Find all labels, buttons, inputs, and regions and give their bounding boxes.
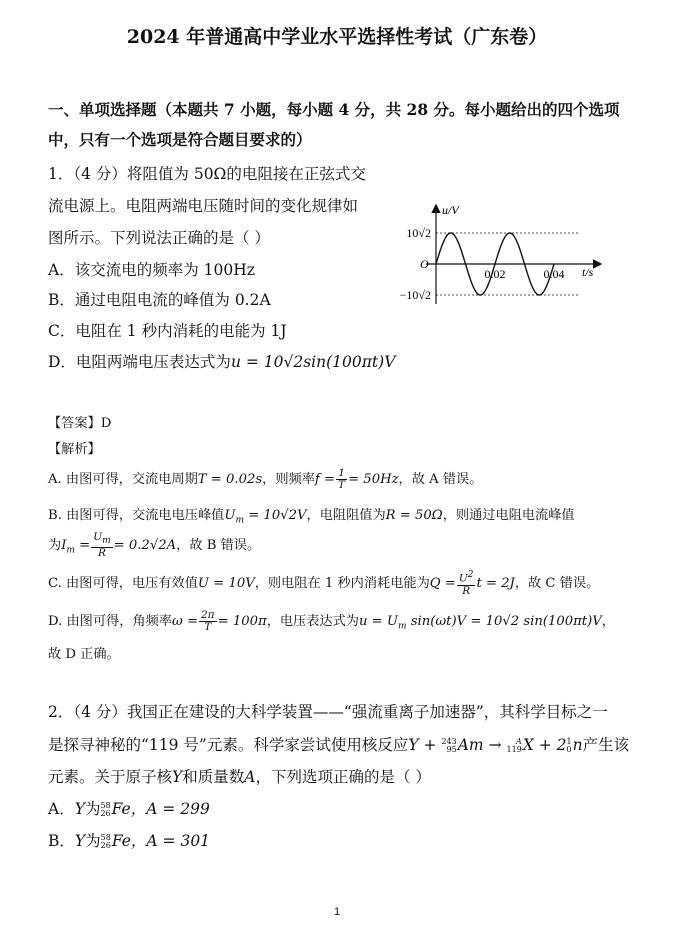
analysis-c-math2: Q = [429, 575, 456, 591]
analysis-b2-fraction [91, 532, 112, 559]
x-tick-label-1: 0.02 [484, 267, 506, 281]
q2-option-b [48, 829, 210, 851]
nuclide-n-symbol: n [572, 736, 583, 754]
nuclide-x-index [506, 738, 521, 754]
analysis-a-math3: = 50Hz [348, 472, 399, 487]
q2-line3-a: A [244, 768, 256, 786]
analysis-d-math1r: = 100π [217, 614, 267, 629]
nuclide-fe-index [101, 834, 111, 850]
y-axis-label: u/V [442, 203, 459, 217]
fraction-denominator: T [204, 621, 212, 633]
q2-stem-line2 [48, 733, 629, 755]
analysis-c-math3: t = 2J [476, 575, 515, 591]
origin-label: O [420, 257, 429, 271]
analysis-b-math1: U [224, 508, 236, 523]
mass-number: 243 [441, 737, 457, 746]
q1-option-d-text: D．电阻两端电压表达式为 [48, 353, 231, 371]
analysis-a-text3: ，故 A 错误。 [398, 472, 483, 487]
voltage-time-chart [368, 200, 618, 310]
answer-label: 【答案】D [48, 416, 112, 431]
analysis-b2-sub1: m [66, 545, 75, 556]
analysis-label: 【解析】 [48, 442, 101, 457]
analysis-a [48, 468, 482, 491]
analysis-b2-math1: I [61, 538, 67, 554]
analysis-d-line2: 故 D 正确。 [48, 647, 120, 662]
analysis-d-fraction [199, 610, 217, 633]
atomic-number: 26 [100, 841, 111, 850]
fraction-numerator [91, 532, 112, 548]
q1-option-d-formula: u = 10√2sin(100πt)V [230, 353, 396, 371]
analysis-a-text1: A. 由图可得，交流电周期 [48, 472, 198, 487]
fraction-denominator: T [338, 479, 346, 491]
analysis-d-text1: D. 由图可得，角频率 [48, 614, 172, 629]
atomic-number: 0 [566, 745, 572, 754]
option-value: ，A = 301 [130, 832, 211, 850]
option-wei: 为 [84, 800, 101, 818]
q2-line3-text2: 和质量数 [182, 768, 245, 786]
nuclide-fe-symbol: Fe [111, 832, 131, 850]
x-axis-label: t/s [582, 265, 594, 279]
page-number: 1 [333, 906, 341, 918]
analysis-b2-text1: 为 [48, 538, 62, 554]
q2-option-a [48, 797, 210, 819]
mass-number: 1 [566, 737, 572, 746]
option-y: Y [74, 832, 86, 850]
section-heading-line1: 一、单项选择题（本题共 7 小题，每小题 4 分，共 28 分。每小题给出的四个选项 [48, 100, 620, 119]
q2-plus-two: + 2 [533, 736, 567, 754]
q1-option-b: B．通过电阻电流的峰值为 0.2A [48, 291, 271, 309]
analysis-b2-text2: ，故 B 错误。 [176, 538, 261, 554]
q1-option-d [48, 350, 395, 372]
analysis-c [48, 570, 599, 597]
analysis-c-math1: U = 10V [197, 575, 255, 591]
analysis-a-fraction [336, 468, 347, 491]
analysis-d-sub: m [398, 621, 407, 632]
mass-number: A [515, 737, 522, 746]
fraction-denominator: R [97, 547, 106, 560]
option-letter: A． [48, 800, 75, 818]
fraction-numerator-text: U [458, 572, 468, 585]
mass-number: 58 [100, 801, 111, 810]
q2-stem-line1: 2．（4 分）我国正在建设的大科学装置——“强流重离子加速器”，其科学目标之一 [48, 703, 608, 721]
chart-plot-area [400, 203, 600, 304]
fraction-numerator-sup: 2 [467, 570, 474, 580]
y-tick-label-bottom: −10√2 [399, 288, 431, 302]
analysis-d-math2: u = U [359, 614, 399, 629]
analysis-a-text2: ，则频率 [262, 472, 315, 487]
analysis-a-math1: T = 0.02s [197, 472, 263, 487]
mass-number: 58 [100, 833, 111, 842]
fraction-denominator: R [462, 584, 471, 597]
nuclide-am-symbol: Am [457, 736, 484, 754]
fraction-numerator: 2π [201, 609, 215, 621]
q1-option-c: C．电阻在 1 秒内消耗的电能为 1J [48, 322, 287, 340]
analysis-b-sub1: m [235, 515, 244, 526]
fraction-numerator-sub: m [102, 536, 111, 547]
option-y: Y [74, 800, 85, 818]
analysis-d-math1: ω = [172, 614, 198, 629]
q2-line3-y: Y [172, 768, 183, 786]
nuclide-fe-symbol: Fe [111, 800, 131, 818]
analysis-b-text2: ，电阻阻值为 [306, 508, 386, 523]
fraction-numerator: 1 [336, 468, 347, 480]
option-wei: 为 [85, 832, 101, 850]
analysis-c-text3: ，故 C 错误。 [514, 575, 600, 591]
analysis-b-line2 [48, 532, 260, 559]
atomic-number: 26 [100, 809, 111, 818]
x-tick-label-2: 0.04 [543, 267, 565, 281]
reaction-arrow: → [483, 736, 507, 754]
analysis-a-math2: f = [314, 472, 336, 487]
analysis-d-text2: ，电压表达式为 [266, 614, 359, 629]
nuclide-am-index [441, 738, 456, 754]
nuclide-n-index [567, 738, 572, 754]
atomic-number: 95 [446, 745, 457, 754]
analysis-d-line1 [48, 610, 615, 633]
analysis-c-text2: ，则电阻在 1 秒内消耗电能为 [254, 575, 430, 591]
q2-line2-post: 产生该 [582, 736, 630, 754]
fraction-numerator-text: U [93, 531, 103, 543]
q2-line3-text3: ，下列选项正确的是（ ） [255, 768, 431, 786]
page-title: 2024 年普通高中学业水平选择性考试（广东卷） [126, 26, 548, 48]
q2-line2-text: 是探寻神秘的“119 号”元素。科学家尝试使用核反应 [48, 736, 409, 754]
analysis-b2-math2: = 0.2√2A [113, 538, 177, 554]
atomic-number: 119 [506, 745, 522, 754]
q1-option-a: A．该交流电的频率为 100Hz [48, 261, 255, 279]
analysis-d-math2r: sin(ωt)V = 10√2 sin(100πt)V [406, 614, 602, 629]
analysis-b-math2: R = 50Ω [385, 508, 443, 523]
q2-line3-text1: 元素。关于原子核 [48, 768, 173, 786]
analysis-b-text3: ，则通过电阻电流峰值 [442, 508, 575, 523]
q1-stem-line2: 流电源上。电阻两端电压随时间的变化规律如 [48, 197, 359, 215]
analysis-b2-math1r: = [74, 538, 91, 554]
nuclide-x-symbol: X [522, 736, 534, 754]
fraction-numerator [457, 570, 476, 586]
q1-stem-line1: 1．（4 分）将阻值为 50Ω的电阻接在正弦式交 [48, 165, 366, 183]
option-letter: B． [48, 832, 75, 850]
option-value: ，A = 299 [130, 800, 210, 818]
analysis-c-text1: C. 由图可得，电压有效值 [48, 575, 198, 591]
q2-nuclear-y: Y + [408, 736, 442, 754]
analysis-c-fraction [457, 570, 476, 597]
section-heading-line2: 中，只有一个选项是符合题目要求的） [48, 130, 312, 149]
analysis-b-math1r: = 10√2V [244, 508, 307, 523]
analysis-b-line1 [48, 504, 575, 526]
q2-stem-line3 [48, 765, 431, 787]
q1-stem-line3: 图所示。下列说法正确的是（ ） [48, 229, 270, 247]
analysis-b-text1: B. 由图可得，交流电电压峰值 [48, 508, 225, 523]
nuclide-fe-index [100, 802, 110, 818]
y-tick-label-top: 10√2 [406, 226, 431, 240]
analysis-d-text3: ， [601, 614, 615, 629]
